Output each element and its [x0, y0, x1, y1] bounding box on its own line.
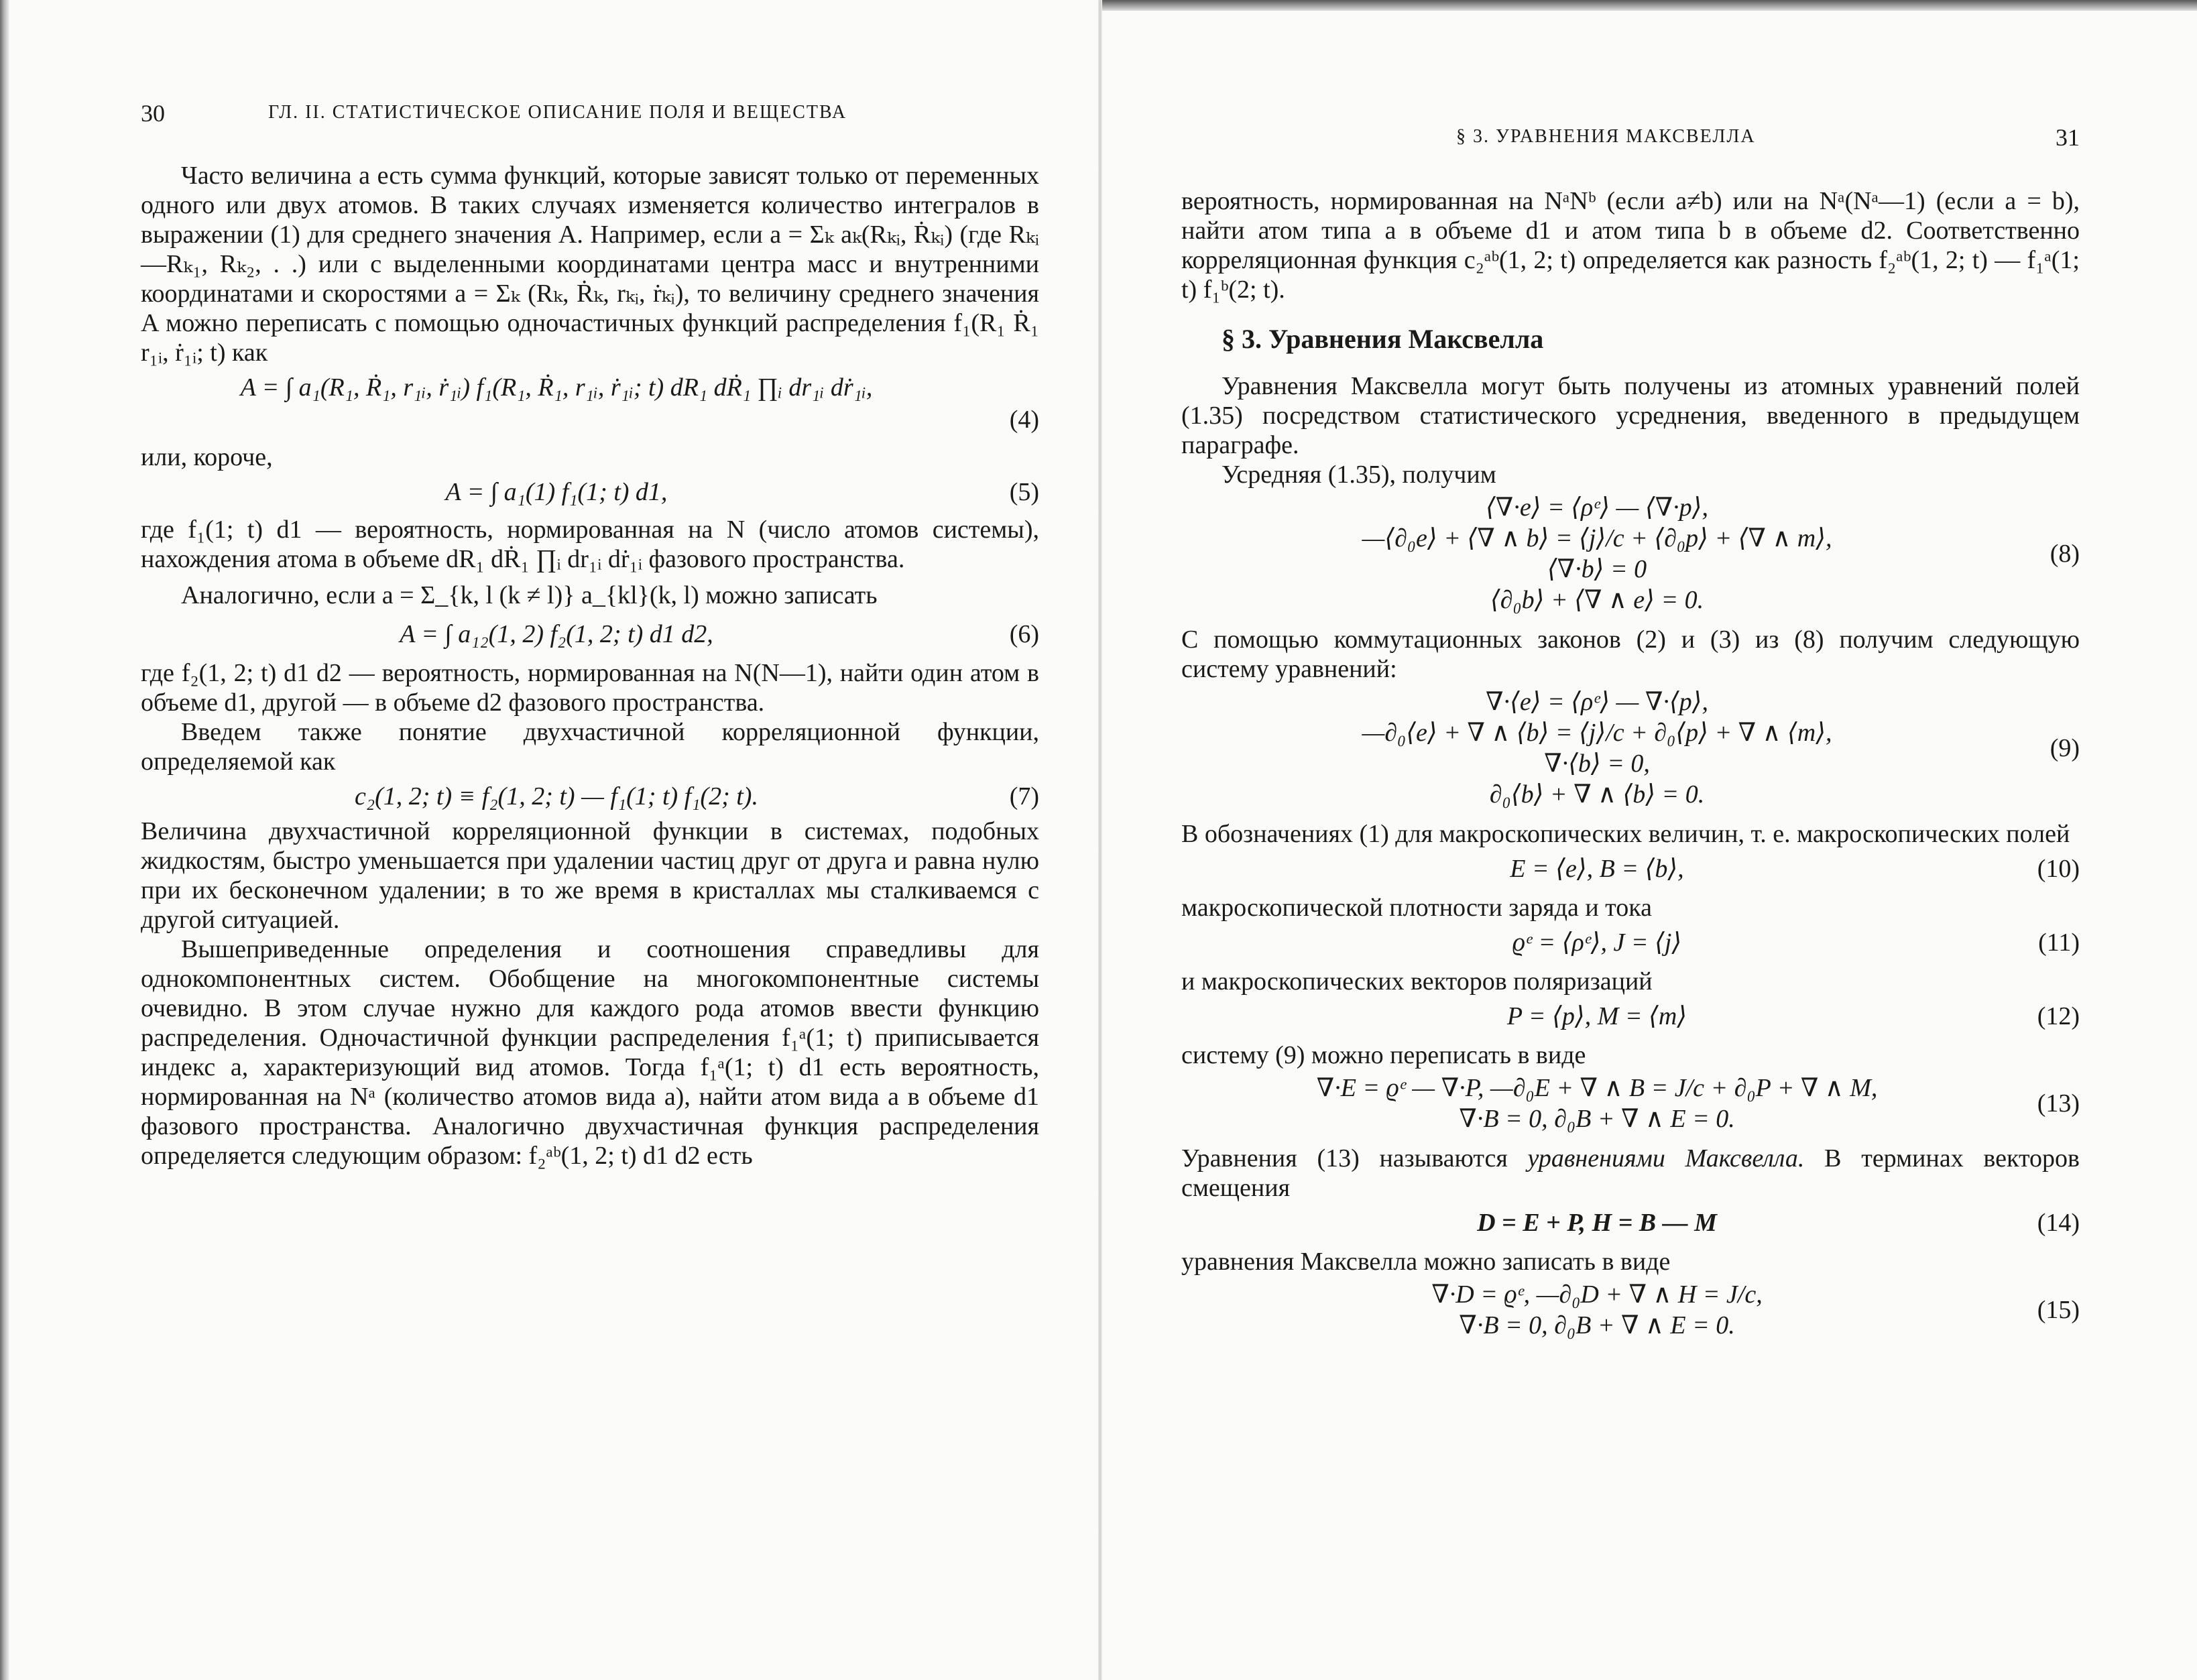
- equation-11: ϱᵉ = ⟨ρᵉ⟩, J = ⟨j⟩ (11): [1181, 926, 2080, 959]
- equation-4-number-row: [141, 404, 1039, 436]
- equation-number: (9): [2050, 734, 2080, 762]
- equation-number: (14): [2037, 1209, 2080, 1237]
- paragraph: Аналогично, если a = Σ_{k, l (k ≠ l)} a_{kl}(k, l) можно записать: [181, 581, 878, 609]
- equation-number: (8): [2050, 540, 2080, 568]
- equation-12: P = ⟨p⟩, M = ⟨m⟩ (12): [1181, 1000, 2080, 1032]
- equation-7: c₂(1, 2; t) ≡ f₂(1, 2; t) — f₁(1; t) f₁(2; t). (7): [141, 780, 1039, 813]
- equation-number: (6): [1009, 620, 1039, 648]
- paragraph: уравнения Максвелла можно записать в виде: [1181, 1248, 1671, 1276]
- equation-number: (15): [2037, 1296, 2080, 1324]
- equation-number: (7): [1009, 782, 1039, 811]
- equation-13: ∇·E = ϱᵉ — ∇·P, —∂₀E + ∇ ∧ B = J/c + ∂₀P + ∇ ∧ M, ∇·B = 0, ∂₀B + ∇ ∧ E = 0. (13): [1316, 1074, 2080, 1133]
- right-page-body: [1181, 186, 2080, 1341]
- equation-number: (4): [1009, 406, 1039, 434]
- paragraph: систему (9) можно переписать в виде: [1181, 1041, 1586, 1069]
- left-page-body: [141, 161, 1039, 1171]
- paragraph: Вышеприведенные определения и соотношения справедливы для однокомпонентных систем. Обобщение на многокомпонентные системы очевидно. В этом случае нужно для каждого рода атомов ввести функцию распределения. Одночастичной функции распределения f₁ᵃ(1; t) приписывается индекс a, характеризующий вид атомов. Тогда f₁ᵃ(1; t) d1 есть вероятность, нормированная на Nᵃ (количество атомов вида a), найти атом вида a в объеме d1 фазового пространства. Аналогично двухчастичная функция распределения определяется следующим образом: f₂ᵃᵇ(1, 2; t) d1 d2 есть: [141, 935, 1039, 1170]
- paragraph: Уравнения (13) называются уравнениями Максвелла. В терминах векторов смещения: [1181, 1144, 2080, 1202]
- paragraph: Уравнения Максвелла могут быть получены из атомных уравнений полей (1.35) посредством статистического усреднения, введенного в предыдущем параграфе.: [1181, 372, 2080, 459]
- paragraph: Часто величина a есть сумма функций, которые зависят только от переменных одного или двух атомов. В таких случаях изменяется количество интегралов в выражении (1) для среднего значения A. Например, если a = Σₖ aₖ(Rₖᵢ, Ṙₖᵢ) (где Rₖᵢ—Rₖ₁, Rₖ₂, . .) или с выделенными координатами центра масс и внутренними координатами и скоростями a = Σₖ (Rₖ, Ṙₖ, rₖᵢ, ṙₖᵢ), то величину среднего значения A можно переписать с помощью одночастичных функций распределения f₁(R₁ Ṙ₁ r₁ᵢ, ṙ₁ᵢ; t) как: [141, 162, 1039, 367]
- page-number: 30: [141, 100, 165, 127]
- left-page: [141, 0, 1039, 1680]
- equation-number: (11): [2038, 928, 2080, 957]
- page-number: 31: [2056, 124, 2080, 151]
- right-page: [1181, 0, 2080, 1680]
- term-maxwell-equations: уравнениями Максвелла.: [1527, 1144, 1805, 1173]
- paragraph: где f₂(1, 2; t) d1 d2 — вероятность, нормированная на N(N—1), найти один атом в объеме d1, другой — в объеме d2 фазового пространства.: [141, 659, 1039, 717]
- equation-number: (10): [2037, 855, 2080, 883]
- equation-4: A = ∫ a₁(R₁, Ṙ₁, r₁ᵢ, ṙ₁ᵢ) f₁(R₁, Ṙ₁, r₁ᵢ, ṙ₁ᵢ; t) dR₁ dṘ₁ ∏ᵢ dr₁ᵢ dṙ₁ᵢ,: [240, 373, 873, 402]
- paragraph: В обозначениях (1) для макроскопических величин, т. е. макроскопических полей: [1181, 820, 2070, 848]
- equation-5: A = ∫ a₁(1) f₁(1; t) d1, (5): [141, 476, 1039, 508]
- running-head: § 3. УРАВНЕНИЯ МАКСВЕЛЛА: [1456, 126, 1756, 147]
- section-title: § 3. Уравнения Максвелла: [1222, 324, 1544, 354]
- equation-9: ∇·⟨e⟩ = ⟨ρᵉ⟩ — ∇·⟨p⟩, —∂₀⟨e⟩ + ∇ ∧ ⟨b⟩ = ⟨j⟩/c + ∂₀⟨p⟩ + ∇ ∧ ⟨m⟩, ∇·⟨b⟩ = 0, ∂₀⟨b⟩ + ∇ ∧ ⟨b⟩ = 0. (9): [1362, 688, 2080, 808]
- equation-6: A = ∫ a₁₂(1, 2) f₂(1, 2; t) d1 d2, (6): [141, 618, 1039, 650]
- paragraph: и макроскопических векторов поляризаций: [1181, 967, 1653, 996]
- equation-14: D = E + P, H = B — M (14): [1181, 1207, 2080, 1239]
- paragraph: Величина двухчастичной корреляционной функции в системах, подобных жидкостям, быстро уменьшается при удалении частиц друг от друга и равна нулю при их бесконечном удалении; в то же время в кристаллах мы сталкиваемся с другой ситуацией.: [141, 817, 1039, 934]
- paragraph: или, короче,: [141, 443, 273, 471]
- running-head: ГЛ. II. СТАТИСТИЧЕСКОЕ ОПИСАНИЕ ПОЛЯ И ВЕЩЕСТВА: [268, 102, 847, 123]
- equation-number: (12): [2037, 1002, 2080, 1030]
- book-binding-edge: [0, 0, 9, 1680]
- equation-number: (5): [1009, 478, 1039, 506]
- equation-number: (13): [2037, 1089, 2080, 1118]
- book-gutter: [1098, 0, 1102, 1680]
- equation-10: E = ⟨e⟩, B = ⟨b⟩, (10): [1181, 853, 2080, 885]
- paragraph: где f₁(1; t) d1 — вероятность, нормированная на N (число атомов системы), нахождения атома в объеме dR₁ dṘ₁ ∏ᵢ dr₁ᵢ dṙ₁ᵢ фазового пространства.: [141, 516, 1039, 573]
- paragraph: С помощью коммутационных законов (2) и (3) из (8) получим следующую систему уравнений:: [1181, 625, 2080, 683]
- equation-8: ⟨∇·e⟩ = ⟨ρᵉ⟩ — ⟨∇·p⟩, —⟨∂₀e⟩ + ⟨∇ ∧ b⟩ = ⟨j⟩/c + ⟨∂₀p⟩ + ⟨∇ ∧ m⟩, ⟨∇·b⟩ = 0 ⟨∂₀b⟩ + ⟨∇ ∧ e⟩ = 0. (8): [1362, 493, 2080, 614]
- paragraph: Введем также понятие двухчастичной корреляционной функции, определяемой как: [141, 718, 1039, 776]
- paragraph: Усредняя (1.35), получим: [1222, 461, 1496, 489]
- equation-15: ∇·D = ϱᵉ, —∂₀D + ∇ ∧ H = J/c, ∇·B = 0, ∂₀B + ∇ ∧ E = 0. (15): [1431, 1280, 2080, 1339]
- paragraph: макроскопической плотности заряда и тока: [1181, 894, 1653, 922]
- paragraph: вероятность, нормированная на NᵃNᵇ (если a≠b) или на Nᵃ(Nᵃ—1) (если a = b), найти атом типа a в объеме d1 и атом типа b в объеме d2. Соответственно корреляционная функция c₂ᵃᵇ(1, 2; t) определяется как разность f₂ᵃᵇ(1, 2; t) — f₁ᵃ(1; t) f₁ᵇ(2; t).: [1181, 187, 2080, 304]
